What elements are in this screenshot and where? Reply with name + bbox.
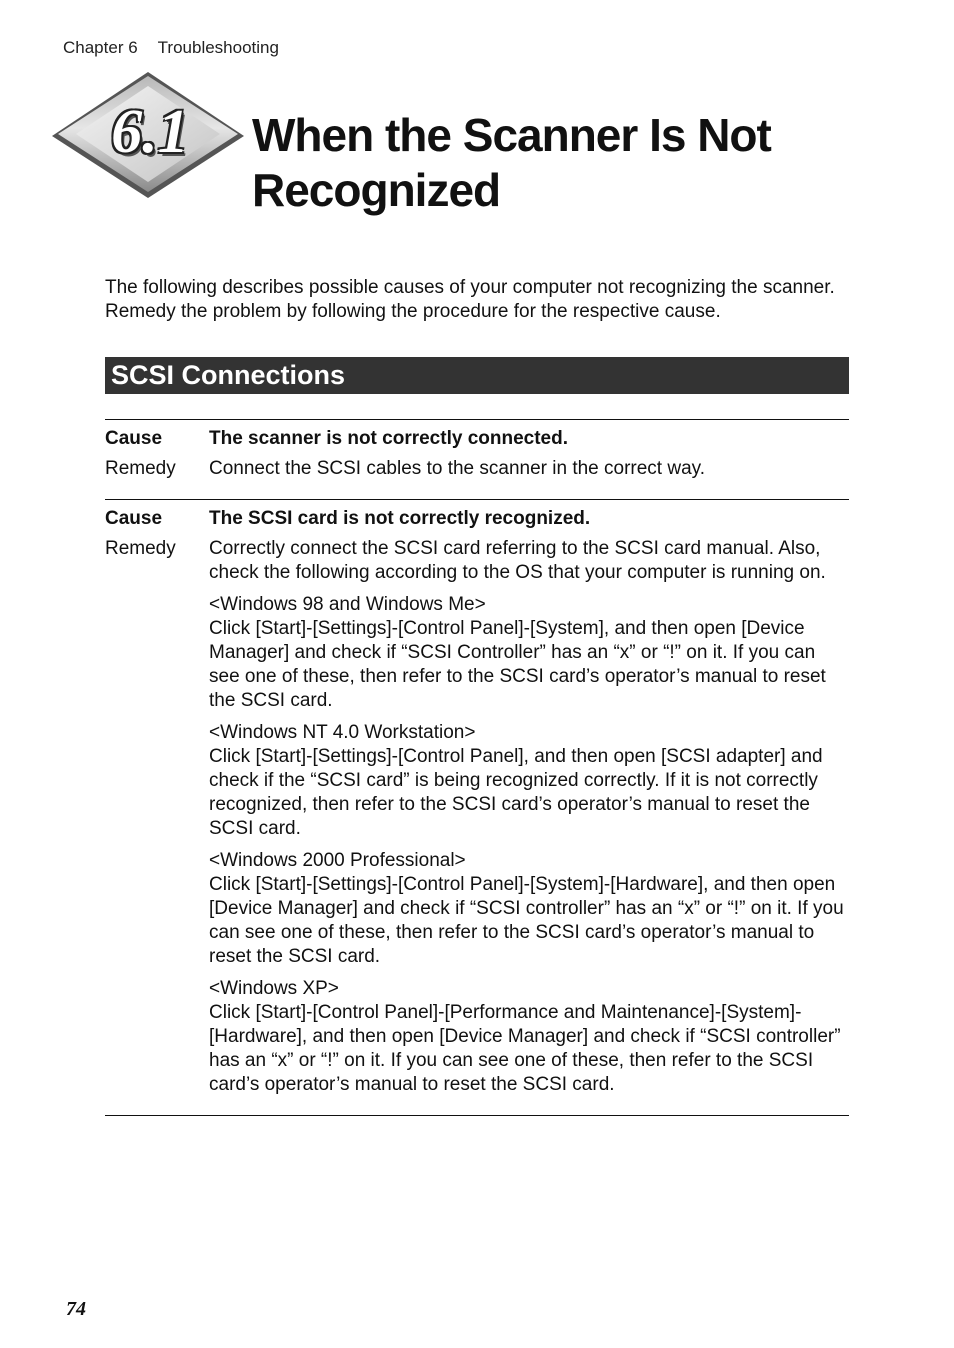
- remedy-row: [105, 537, 849, 1097]
- cause-row: [105, 507, 849, 531]
- remedy-paragraph: Connect the SCSI cables to the scanner in the correct way.: [209, 458, 706, 479]
- cause-label: Cause: [105, 508, 163, 529]
- section-number: 6.1: [111, 98, 189, 166]
- cause-remedy-entry: [105, 499, 849, 1116]
- page-title: When the Scanner Is Not Recognized: [252, 109, 771, 216]
- cause-label: Cause: [105, 428, 163, 449]
- remedy-label: Remedy: [105, 538, 176, 559]
- remedy-row: [105, 457, 849, 481]
- page-number: 74: [66, 1298, 86, 1320]
- remedy-text: [209, 457, 849, 481]
- cause-text: The scanner is not correctly connected.: [209, 428, 568, 449]
- section-heading: SCSI Connections: [105, 357, 849, 394]
- remedy-paragraph: <Windows XP> Click [Start]-[Control Panel]-[Performance and Maintenance]-[System]-[Hardware], and then open [Device Manager] and check if “SCSI controller” has an “x” or “!” on it. If you can see one of these, then refer to the SCSI card’s operator’s manual to reset the SCSI card.: [209, 978, 841, 1095]
- running-head-chapter: Chapter 6: [63, 38, 138, 57]
- remedy-label: Remedy: [105, 458, 176, 479]
- cause-row: [105, 427, 849, 451]
- cause-text: The SCSI card is not correctly recognized.: [209, 508, 591, 529]
- remedy-paragraph: Correctly connect the SCSI card referring to the SCSI card manual. Also, check the following according to the OS that your computer is running on.: [209, 538, 826, 583]
- remedy-paragraph: <Windows NT 4.0 Workstation> Click [Start]-[Settings]-[Control Panel], and then open [SCSI adapter] and check if the “SCSI card” is being recognized correctly. If it is not correctly recognized, then refer to the SCSI card’s operator’s manual to reset the SCSI card.: [209, 722, 823, 839]
- section-number-badge: [48, 70, 248, 200]
- running-head-section: Troubleshooting: [157, 38, 279, 57]
- running-head: [63, 38, 279, 58]
- intro-paragraph: The following describes possible causes of your computer not recognizing the scanner. Remedy the problem by following the procedure for the respective cause.: [105, 277, 835, 322]
- cause-remedy-entry: [105, 419, 849, 499]
- remedy-text: [209, 537, 849, 1097]
- cause-remedy-table: [105, 419, 849, 1116]
- remedy-paragraph: <Windows 98 and Windows Me> Click [Start]-[Settings]-[Control Panel]-[System], and then open [Device Manager] and check if “SCSI Controller” has an “x” or “!” on it. If you can see one of these, then refer to the SCSI card’s operator’s manual to reset the SCSI card.: [209, 594, 826, 711]
- remedy-paragraph: <Windows 2000 Professional> Click [Start]-[Settings]-[Control Panel]-[System]-[Hardware], and then open [Device Manager] and check if “SCSI controller” has an “x” or “!” on it. If you can see one of these, then refer to the SCSI card’s operator’s manual to reset the SCSI card.: [209, 850, 844, 967]
